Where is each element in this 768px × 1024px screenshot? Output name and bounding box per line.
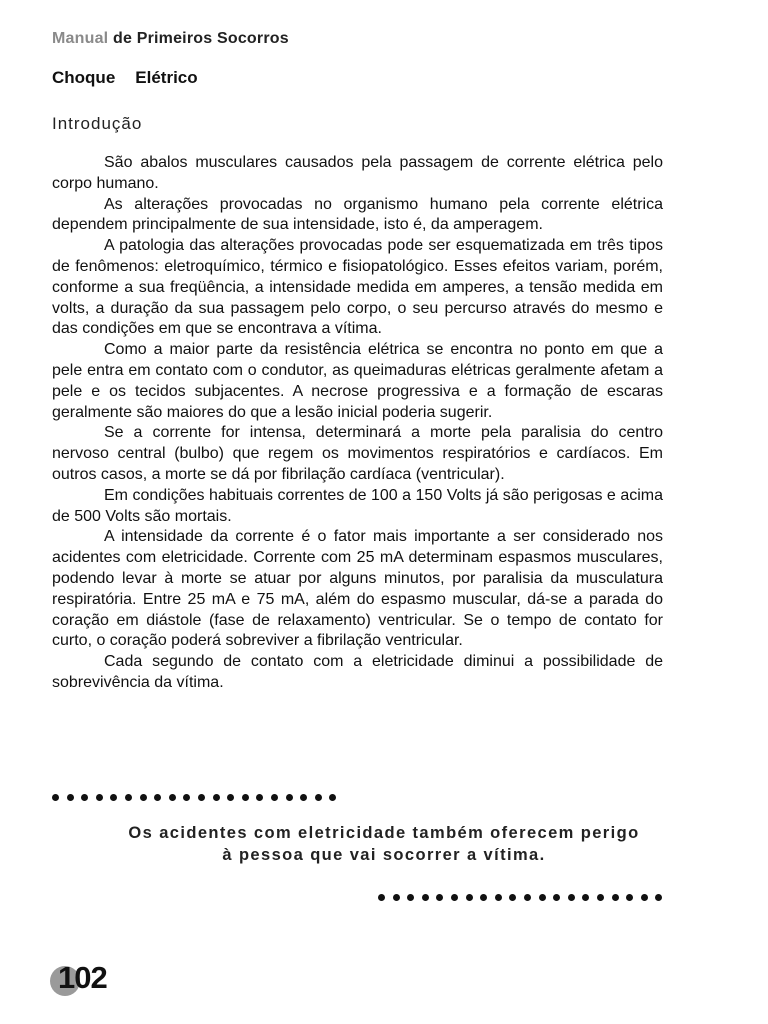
divider-dot bbox=[154, 794, 161, 801]
divider-dot bbox=[641, 894, 648, 901]
divider-dot bbox=[183, 794, 190, 801]
paragraph: A patologia das alterações provocadas pode ser esquematizada em três tipos de fenômenos: eletroquímico, térmico e fisiopatológico. Esses efeitos variam, porém, conforme a sua freqüência, a intensidade medida em amperes, a tensão medida em volts, a duração da sua passagem pelo corpo, o seu percurso através do mesmo e das condições em que se encontrava a vítima. bbox=[52, 237, 663, 338]
divider-dot bbox=[329, 794, 336, 801]
divider-dot bbox=[198, 794, 205, 801]
divider-dot bbox=[626, 894, 633, 901]
divider-dot bbox=[286, 794, 293, 801]
page-number: 102 bbox=[58, 960, 107, 995]
running-head-word-socorros: Socorros bbox=[216, 30, 289, 47]
divider-dot bbox=[81, 794, 88, 801]
divider-dot bbox=[315, 794, 322, 801]
divider-dot bbox=[140, 794, 147, 801]
divider-dot bbox=[524, 894, 531, 901]
dotted-divider-bottom bbox=[378, 894, 668, 904]
divider-dot bbox=[271, 794, 278, 801]
divider-dot bbox=[568, 894, 575, 901]
divider-dot bbox=[436, 894, 443, 901]
running-head-word-de-primeiros: de Primeiros bbox=[112, 30, 213, 47]
divider-dot bbox=[422, 894, 429, 901]
paragraph: A intensidade da corrente é o fator mais importante a ser considerado nos acidentes com eletricidade. Corrente com 25 mA determinam espasmos musculares, podendo levar à morte se atuar por alguns minutos, por paralisia da musculatura respiratória. Entre 25 mA e 75 mA, além do espasmo muscular, dá-se a parada do coração em diástole (fase de relaxamento) ventricular. Se o tempo de contato for curto, o coração poderá sobreviver a fibrilação ventricular. bbox=[52, 528, 663, 650]
divider-dot bbox=[213, 794, 220, 801]
paragraph: Cada segundo de contato com a eletricidade diminui a possibilidade de sobrevivência da vítima. bbox=[52, 653, 663, 691]
divider-dot bbox=[125, 794, 132, 801]
divider-dot bbox=[553, 894, 560, 901]
section-title-word-2: Elétrico bbox=[135, 68, 198, 87]
running-head-word-manual: Manual bbox=[52, 30, 109, 47]
subheading-introducao: Introdução bbox=[52, 114, 143, 133]
divider-dot bbox=[227, 794, 234, 801]
body-text bbox=[52, 153, 663, 694]
divider-dot bbox=[480, 894, 487, 901]
divider-dot bbox=[378, 894, 385, 901]
divider-dot bbox=[655, 894, 662, 901]
divider-dot bbox=[256, 794, 263, 801]
paragraph: Se a corrente for intensa, determinará a morte pela paralisia do centro nervoso central (bulbo) que regem os movimentos respiratórios e cardíacos. Em outros casos, a morte se dá por fibrilação cardíaca (ventricular). bbox=[52, 424, 663, 483]
dotted-divider-top bbox=[52, 794, 342, 804]
divider-dot bbox=[451, 894, 458, 901]
divider-dot bbox=[597, 894, 604, 901]
divider-dot bbox=[52, 794, 59, 801]
section-title bbox=[52, 68, 198, 88]
divider-dot bbox=[495, 894, 502, 901]
divider-dot bbox=[466, 894, 473, 901]
divider-dot bbox=[300, 794, 307, 801]
callout-line-1: Os acidentes com eletricidade também oferecem perigo bbox=[128, 824, 640, 842]
paragraph: Em condições habituais correntes de 100 a 150 Volts já são perigosas e acima de 500 Volts são mortais. bbox=[52, 486, 663, 525]
paragraph: Como a maior parte da resistência elétrica se encontra no ponto em que a pele entra em contato com o condutor, as queimaduras elétricas geralmente afetam a pele e os tecidos subjacentes. A necrose progressiva e a formação de escaras geralmente são maiores do que a lesão inicial poderia sugerir. bbox=[52, 341, 663, 421]
divider-dot bbox=[612, 894, 619, 901]
divider-dot bbox=[509, 894, 516, 901]
callout-warning bbox=[52, 822, 716, 866]
divider-dot bbox=[67, 794, 74, 801]
paragraph: As alterações provocadas no organismo humano pela corrente elétrica dependem principalmente de sua intensidade, isto é, da amperagem. bbox=[52, 195, 663, 234]
divider-dot bbox=[96, 794, 103, 801]
divider-dot bbox=[539, 894, 546, 901]
divider-dot bbox=[393, 894, 400, 901]
divider-dot bbox=[169, 794, 176, 801]
callout-line-2: à pessoa que vai socorrer a vítima. bbox=[222, 846, 546, 864]
divider-dot bbox=[407, 894, 414, 901]
divider-dot bbox=[242, 794, 249, 801]
running-head bbox=[52, 30, 289, 48]
paragraph: São abalos musculares causados pela passagem de corrente elétrica pelo corpo humano. bbox=[52, 154, 663, 192]
divider-dot bbox=[582, 894, 589, 901]
section-title-word-1: Choque bbox=[52, 68, 116, 87]
divider-dot bbox=[110, 794, 117, 801]
